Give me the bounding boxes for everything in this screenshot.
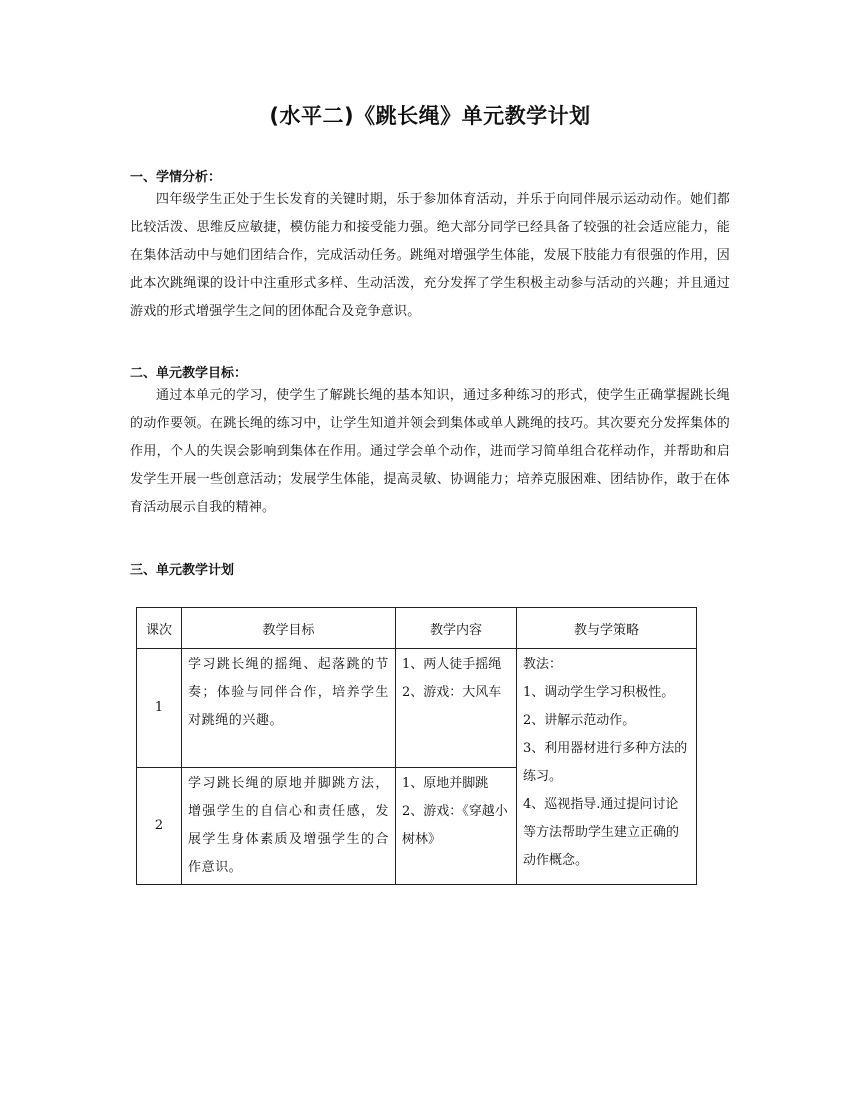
content-item: 2、游戏：大风车 (402, 685, 502, 700)
section-heading-goals: 二、单元教学目标： (130, 366, 248, 381)
content-item: 1、两人徒手摇绳 (402, 657, 502, 672)
header-strategy: 教与学策略 (517, 608, 697, 649)
goals-paragraph: 通过本单元的学习，使学生了解跳长绳的基本知识，通过多种练习的形式，使学生正确掌握跳长绳的动作要领。在跳长绳的练习中，让学生知道并领会到集体或单人跳绳的技巧。其次要充分发挥集体的作用，个人的失误会影响到集体在作用。通过学会单个动作，进而学习简单组合花样动作，并帮助和启发学生开展一些创意活动；发展学生体能，提高灵敏、协调能力；培养克服困难、团结协作，敢于在体育活动展示自我的精神。 (130, 388, 730, 515)
document-title: (水平二)《跳长绳》单元教学计划 (269, 104, 591, 128)
lesson-content (396, 768, 517, 885)
lesson-goal: 学习跳长绳的原地并脚跳方法，增强学生的自信心和责任感，发展学生身体素质及增强学生的合作意识。 (182, 768, 396, 885)
strategy-item: 教法： (523, 657, 563, 672)
lesson-goal: 学习跳长绳的摇绳、起落跳的节奏；体验与同伴合作，培养学生对跳绳的兴趣。 (182, 649, 396, 768)
lesson-number: 1 (137, 649, 182, 768)
strategy-item: 3、利用器材进行多种方法的练习。 (523, 741, 688, 784)
lesson-number: 2 (137, 768, 182, 885)
section-heading-analysis: 一、学情分析： (130, 170, 222, 185)
analysis-paragraph: 四年级学生正处于生长发育的关键时期，乐于参加体育活动，并乐于向同伴展示运动动作。她们都比较活泼、思维反应敏捷，模仿能力和接受能力强。绝大部分同学已经具备了较强的社会适应能力，能在集体活动中与她们团结合作，完成活动任务。跳绳对增强学生体能，发展下肢能力有很强的作用，因此本次跳绳课的设计中注重形式多样、生动活泼，充分发挥了学生积极主动参与活动的兴趣；并且通过游戏的形式增强学生之间的团体配合及竞争意识。 (130, 192, 730, 319)
content-item: 2、游戏：《穿越小树林》 (402, 804, 508, 847)
table-header-row (137, 608, 697, 649)
teaching-strategy (517, 649, 697, 885)
strategy-item: 2、讲解示范动作。 (523, 713, 636, 728)
strategy-item: 1、调动学生学习积极性。 (523, 685, 675, 700)
strategy-item: 4、巡视指导.通过提问讨论等方法帮助学生建立正确的动作概念。 (523, 797, 680, 868)
content-item: 1、原地并脚跳 (402, 776, 489, 791)
lesson-content (396, 649, 517, 768)
header-content: 教学内容 (396, 608, 517, 649)
section-heading-plan: 三、单元教学计划 (130, 563, 235, 578)
header-lesson: 课次 (137, 608, 182, 649)
header-goal: 教学目标 (182, 608, 396, 649)
table-row (137, 649, 697, 768)
teaching-plan-table (136, 607, 697, 885)
